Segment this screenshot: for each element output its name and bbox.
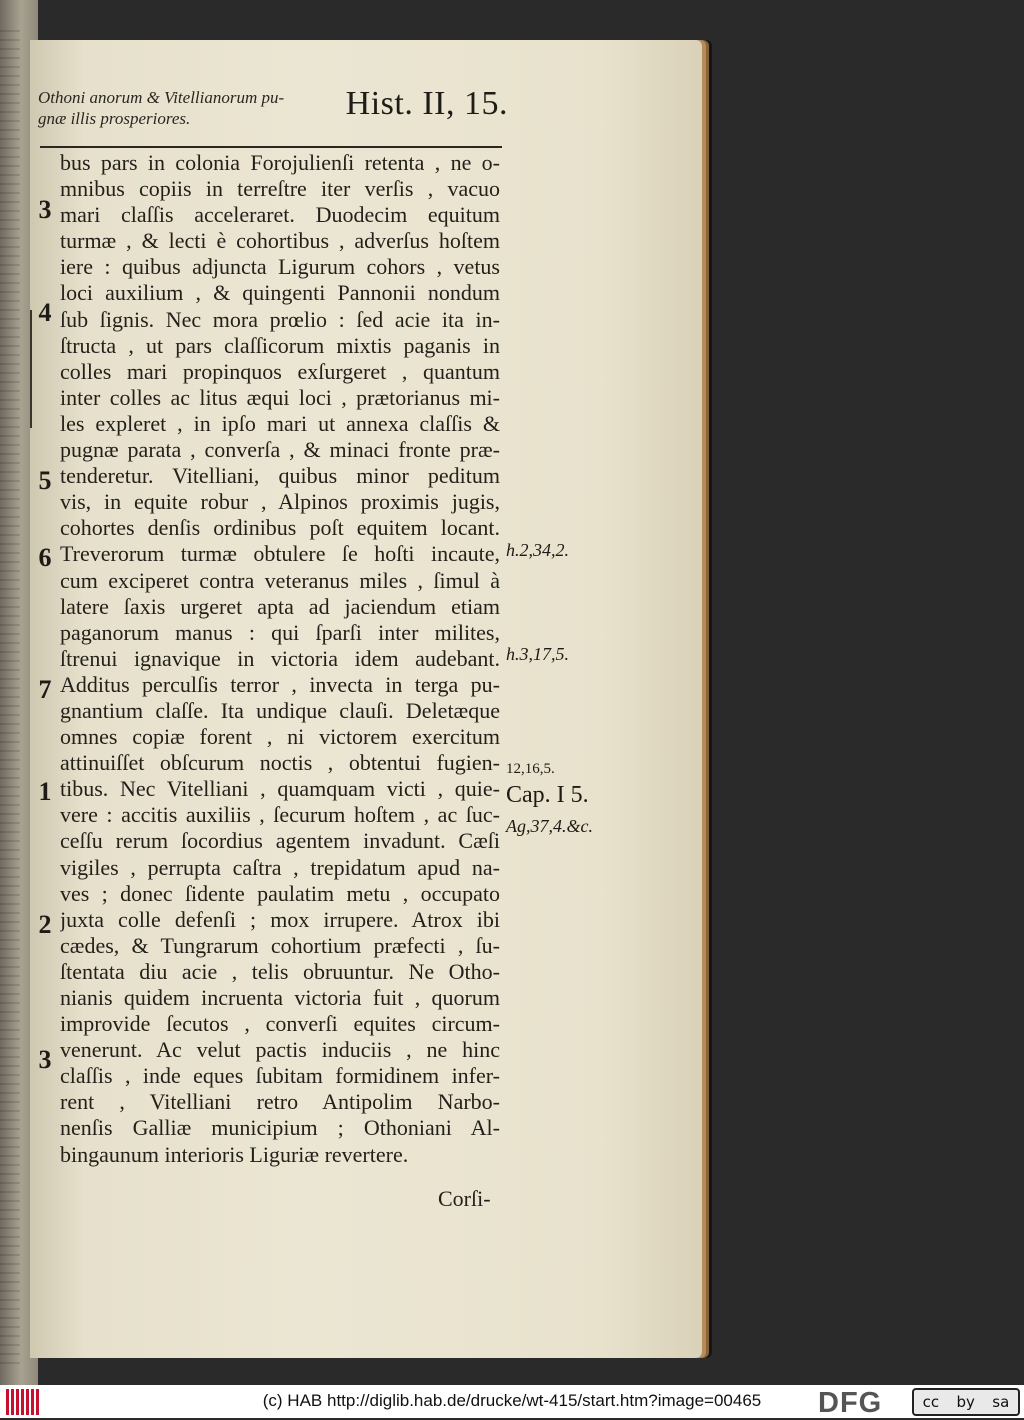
text-line: juxta colle defenſi ; mox irrupere. Atrox ibi — [60, 906, 500, 932]
text-line: latere ſaxis urgeret apta ad jaciendum etiam — [60, 593, 500, 619]
left-margin-number: 6 — [38, 543, 52, 572]
margin-note: Ag,37,4.&c. — [506, 816, 593, 836]
margin-note: 12,16,5. — [506, 761, 555, 777]
text-line: les expleret , in ipſo mari ut annexa claſſis & — [60, 410, 500, 436]
text-line: colles mari propinquos exſurgeret , quantum — [60, 358, 500, 384]
text-line: vis, in equite robur , Alpinos proximis jugis, — [60, 489, 500, 515]
margin-note: h.2,34,2. — [506, 540, 569, 560]
left-margin-number: 7 — [38, 675, 52, 704]
text-line: rent , Vitelliani retro Antipolim Narbo- — [60, 1089, 500, 1115]
text-line: Additus perculſis terror , invecta in terga pu- — [60, 671, 500, 697]
sa-icon: sa — [992, 1393, 1010, 1411]
margin-bracket-mark — [30, 310, 32, 428]
text-line: pugnæ parata , converſa , & minaci fronte præ- — [60, 437, 500, 463]
catchword: Corſi- — [438, 1186, 491, 1211]
text-line: vere : accitis auxiliis , ſecurum hoſtem , ac ſuc- — [60, 802, 500, 828]
text-line: nenſis Galliæ municipium ; Othoniani Al- — [60, 1115, 500, 1141]
by-icon: by — [956, 1393, 975, 1411]
text-line: ſub ſignis. Nec mora prœlio : ſed acie ita in- — [60, 306, 500, 332]
text-line: ſtructa , ut pars claſſicorum mixtis paganis in — [60, 332, 500, 358]
text-line: ceſſu rerum ſocordius agentem invadunt. Cæſi — [60, 828, 500, 854]
text-line: ſtrenui ignavique in victoria idem audebant. — [60, 645, 500, 671]
text-line: improvide ſecutos , converſi equites circum- — [60, 1011, 500, 1037]
text-line: nianis quidem incruenta victoria fuit , quorum — [60, 985, 500, 1010]
left-margin-number: 5 — [38, 466, 52, 495]
page-header — [38, 85, 508, 135]
text-line: loci auxilium , & quingenti Pannonii nondum — [60, 280, 500, 306]
left-margin-number: 4 — [38, 298, 52, 327]
text-line: iere : quibus adjuncta Ligurum cohors , vetus — [60, 254, 500, 280]
text-line: bus pars in colonia Forojulienſi retenta , ne o- — [60, 150, 500, 175]
text-line: vigiles , perrupta caſtra , trepidatum apud na- — [60, 854, 500, 880]
left-margin-number: 2 — [38, 910, 52, 939]
text-line: bingaunum interioris Liguriæ revertere. — [60, 1141, 409, 1167]
text-line: ves ; donec ſidente paulatim metu , occupato — [60, 880, 500, 906]
section-reference: Hist. II, 15. — [345, 85, 508, 122]
text-line: mari claſſis acceleraret. Duodecim equitum — [60, 202, 500, 228]
text-line: turmæ , & lecti è cohortibus , adverſus hoſtem — [60, 228, 500, 254]
text-line: attinuiſſet obſcurum noctis , obtentui fugien- — [60, 750, 500, 776]
left-margin-number: 3 — [38, 1045, 52, 1074]
running-title: Othoni anorum & Vitellianorum pu- gnæ illis prosperiores. — [38, 88, 285, 128]
cc-icon: cc — [922, 1393, 940, 1411]
copyright-link[interactable]: (c) HAB http://diglib.hab.de/drucke/wt-415/start.htm?image=00465 — [262, 1391, 762, 1410]
left-margin-number: 1 — [38, 777, 52, 806]
text-line: ſtentata diu acie , telis obruuntur. Ne Otho- — [60, 958, 500, 984]
margin-note: Cap. I 5. — [506, 782, 589, 808]
text-line: paganorum manus : qui ſparſi inter milites, — [60, 619, 500, 645]
text-line: Treverorum turmæ obtulere ſe hoſti incaute, — [60, 541, 500, 567]
text-line: gnantium claſſe. Ita undique clauſi. Deletæque — [60, 697, 500, 723]
footer-bar — [0, 1385, 1024, 1418]
facing-page-text-edge — [0, 30, 20, 1370]
text-line: omnes copiæ forent , ni victorem exercitum — [60, 724, 500, 750]
text-line: claſſis , inde eques ſubitam formidinem infer- — [60, 1063, 500, 1089]
left-margin-number: 3 — [38, 195, 52, 224]
margin-note: h.3,17,5. — [506, 644, 569, 664]
header-rule — [40, 146, 502, 148]
text-line: cohortes denſis ordinibus poſt equitem locant. — [60, 515, 500, 541]
text-line: tibus. Nec Vitelliani , quamquam victi , quie- — [60, 776, 500, 802]
text-line: tenderetur. Vitelliani, quibus minor peditum — [60, 463, 500, 489]
license-badge[interactable] — [912, 1388, 1020, 1416]
text-line: mnibus copiis in terreſtre iter verſis , vacuo — [60, 176, 500, 202]
text-line: venerunt. Ac velut pactis induciis , ne hinc — [60, 1037, 500, 1063]
text-line: cædes, & Tungrarum cohortium præfecti , ſu- — [60, 932, 500, 958]
body-text — [60, 150, 500, 1168]
text-line: cum exciperet contra veteranus miles , ſimul à — [60, 567, 500, 593]
text-line: inter colles ac litus æqui loci , prætorianus mi- — [60, 384, 500, 410]
dfg-logo: DFG — [818, 1387, 883, 1419]
